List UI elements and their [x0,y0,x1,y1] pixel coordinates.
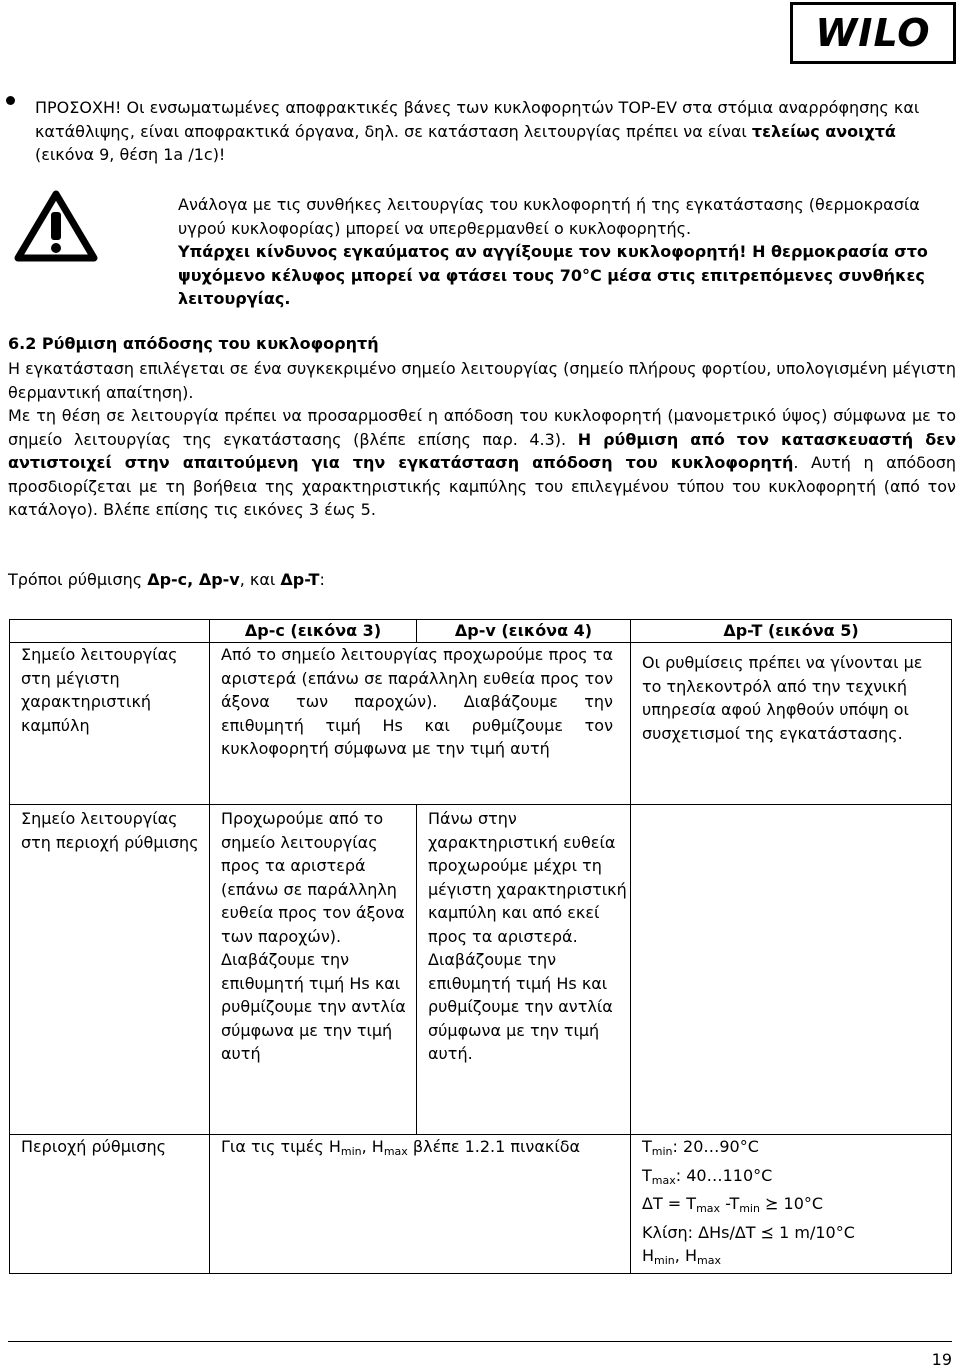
page-number: 19 [931,1350,952,1369]
table-cell: Για τις τιμές $H_{min}$, $H_{max}$ βλέπε 1.2.1 πινακίδα [210,1135,631,1274]
less-equal-icon: ⪯ [760,1222,775,1242]
notice-paragraph: ΠΡΟΣΟΧΗ! Οι ενσωματωμένες αποφρακτικές βάνες των κυκλοφορητών TOP-EV στα στόμια αναρρόφησης και κατάθλιψης, είναι αποφρακτικά όργανα, δηλ. σε κατάσταση λειτουργίας πρέπει να είναι τελείως ανοιχτά (εικόνα 9, θέση 1a /1c)! [35,98,920,164]
table-cell: Πάνω στην χαρακτηριστική ευθεία προχωρούμε μέχρι τη μέγιστη χαρακτηριστική καμπύλη και από εκεί προς τα αριστερά. Διαβάζουμε την επιθυμητή τιμή Hs και ρυθμίζουμε την αντλία σύμφωνα με την τιμή αυτή. [417,805,631,1135]
table-cell: Προχωρούμε από το σημείο λειτουργίας προς τα αριστερά (επάνω σε παράλληλη ευθεία προς τον άξονα των παροχών). Διαβάζουμε την επιθυμητή τιμή Hs και ρυθμίζουμε την αντλία σύμφωνα με την τιμή αυτή [210,805,417,1135]
row-label: Σημείο λειτουργίας στη μέγιστη χαρακτηριστική καμπύλη [10,643,210,805]
wilo-logo: WILO [790,2,956,64]
footer-divider [8,1341,952,1342]
table-header-cell [10,620,210,643]
table-header-cell: Δp-c (εικόνα 3) [210,620,417,643]
table-header-cell: Δp-v (εικόνα 4) [417,620,631,643]
section-body: Η εγκατάσταση επιλέγεται σε ένα συγκεκριμένο σημείο λειτουργίας (σημείο πλήρους φορτίου, υπολογισμένη μέγιστη θερμαντική απαίτηση). Με τη θέση σε λειτουργία πρέπει να προσαρμοσθεί η απόδοση του κυκλοφορητή (μανομετρικό ύψος) σύμφωνα με το σημείο λειτουργίας της εγκατάστασης (βλέπε επίσης παρ. 4.3). Η ρύθμιση από τον κατασκευαστή δεν αντιστοιχεί στην απαιτούμενη για την εγκατάσταση απόδοση του κυκλοφορητή. Αυτή η απόδοση προσδιορίζεται με τη βοήθεια της χαρακτηριστικής καμπύλης του επιλεγμένου τύπου του κυκλοφορητή (από τον κατάλογο). Βλέπε επίσης τις εικόνες 3 έως 5. [8,359,957,519]
settings-table [9,619,952,1274]
warning-triangle-icon [14,190,98,262]
table-cell [631,1135,952,1274]
hmin-hmax-line: $H_{min}$, $H_{max}$ [642,1246,721,1267]
warning-paragraph: Ανάλογα με τις συνθήκες λειτουργίας του κυκλοφορητή ή της εγκατάστασης (θερμοκρασία υγρού κυκλοφορίας) μπορεί να υπερθερμανθεί ο κυκλοφορητής. Υπάρχει κίνδυνος εγκαύματος αν αγγίξουμε τον κυκλοφορητή! Η θερμοκρασία στο ψυχόμενο κέλυφος μπορεί να φτάσει τους 70°C μέσα στις επιτρεπόμενες συνθήκες λειτουργίας. [178,195,928,308]
slope-line: Κλίση: ΔHs/ΔT ⪯ 1 m/10°C [642,1222,855,1242]
table-cell: Από το σημείο λειτουργίας προχωρούμε προς τα αριστερά (επάνω σε παράλληλη ευθεία προς τον άξονα των παροχών). Διαβάζουμε την επιθυμητή τιμή Hs και ρυθμίζουμε τον κυκλοφορητή σύμφωνα με την τιμή αυτή [210,643,631,805]
row-label: Σημείο λειτουργίας στη περιοχή ρύθμισης [10,805,210,1135]
table-row [10,805,952,1135]
row-label: Περιοχή ρύθμισης [10,1135,210,1274]
table-header-cell: Δp-T (εικόνα 5) [631,620,952,643]
control-modes-line: Τρόποι ρύθμισης Δp-c, Δp-v, και Δp-T: [8,570,325,589]
bullet-dot [6,96,15,105]
table-row [10,643,952,805]
section-heading: 6.2 Ρύθμιση απόδοσης του κυκλοφορητή [8,334,379,353]
greater-equal-icon: ⪰ [765,1194,779,1213]
table-cell: Οι ρυθμίσεις πρέπει να γίνονται με το τηλεκοντρόλ από την τεχνική υπηρεσία αφού ληφθούν υπόψη οι συσχετισμοί της εγκατάστασης. [631,643,952,805]
tmin-line: $T_{min}$: 20…90°C [642,1137,759,1158]
table-cell [631,805,952,1135]
tmax-line: $T_{max}$: 40…110°C [642,1165,773,1187]
table-row [10,1135,952,1274]
table-header-row [10,620,952,643]
delta-t-line: $\Delta T = T_{max}$ $-T_{min}$ ⪰ 10°C [642,1194,824,1215]
